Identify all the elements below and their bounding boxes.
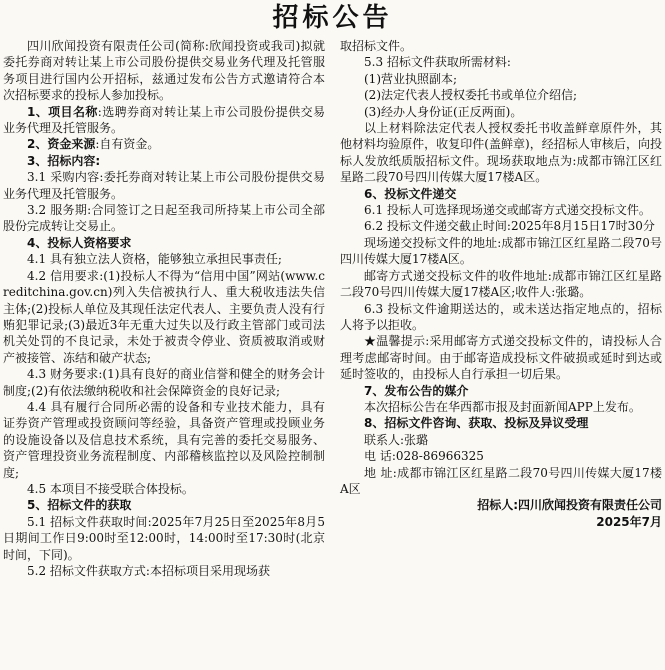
section-4-2: 4.2 信用要求:(1)投标人不得为“信用中国”网站(www.creditchina.gov.cn)列入失信被执行人、重大税收违法失信主体;(2)投标人单位及其现任法定代表人、主要负责人没有行贿犯罪记录;(3)最近3年无重大过失以及行政主管部门或司法机关处罚的不良记录，未处于被责令停业、资质被取消或财产被接管、冻结和破产状态; [3,268,325,365]
section-5-3-item-3: (3)经办人身份证(正反两面)。 [364,104,523,119]
text-columns [0,38,665,579]
section-5-3-item-2: (2)法定代表人授权委托书或单位介绍信; [364,88,578,103]
section-5-heading: 5、招标文件的获取 [27,498,132,513]
contact-phone: 电 话:028-86966325 [364,449,484,464]
section-3-2: 3.2 服务期:合同签订之日起至我司所持某上市公司全部股份完成转让交易止。 [3,203,325,234]
signer: 招标人:四川欣闻投资有限责任公司 [477,498,662,513]
section-1 [3,104,325,137]
section-5-2-continued: 取招标文件。 [340,39,413,53]
section-6-2: 6.2 投标文件递交截止时间:2025年8月15日17时30分 [364,219,655,234]
section-4-5: 4.5 本项目不接受联合体投标。 [27,481,194,496]
contact-address: 地 址:成都市锦江区红星路二段70号四川传媒大厦17楼A区 [340,465,662,496]
section-5-3: 5.3 招标文件获取所需材料: [364,55,511,70]
warm-tip: ★温馨提示:采用邮寄方式递交投标文件的，请投标人合理考虑邮寄时间。由于邮寄造成投标文件破损或延时到达或延时签收的，由投标人自行承担一切后果。 [340,334,662,382]
section-5-2: 5.2 招标文件获取方式:本招标项目采用现场获 [27,564,270,578]
section-6-2-onsite-address: 现场递交投标文件的地址:成都市锦江区红星路二段70号四川传媒大厦17楼A区。 [340,235,662,267]
section-3-1: 3.1 采购内容:委托券商对转让某上市公司股份提供交易业务代理及托管服务。 [3,170,325,201]
section-2 [3,136,325,152]
section-2-body: :自有资金。 [95,137,160,152]
section-2-heading: 2、资金来源 [27,137,96,152]
section-5-note: 以上材料除法定代表人授权委托书收盖鲜章原件外，其他材料均验原件，收复印件(盖鲜章)，经招标人审核后，向投标人发放纸质版招标文件。现场获取地点为:成都市锦江区红星路二段70号四川传媒大厦17楼A区。 [340,121,662,185]
left-column [3,38,325,579]
section-8-heading: 8、招标文件咨询、获取、投标及异议受理 [364,416,589,431]
section-7-body: 本次招标公告在华西都市报及封面新闻APP上发布。 [364,399,641,414]
right-column [340,38,662,579]
page-title: 招标公告 [272,3,393,33]
section-3-heading: 3、招标内容: [27,153,101,168]
section-6-1: 6.1 投标人可选择现场递交或邮寄方式递交投标文件。 [364,203,651,218]
section-6-heading: 6、投标文件递交 [364,186,457,201]
section-4-heading: 4、投标人资格要求 [27,235,132,250]
section-6-3: 6.3 投标文件逾期送达的，或未送达指定地点的，招标人将予以拒收。 [340,301,662,332]
contact-person: 联系人:张璐 [364,432,429,447]
section-4-3: 4.3 财务要求:(1)具有良好的商业信誉和健全的财务会计制度;(2)有依法缴纳税收和社会保障资金的良好记录; [3,367,325,398]
section-1-body: :选聘券商对转让某上市公司股份提供交易业务代理及托管服务。 [3,104,325,136]
sign-date: 2025年7月 [596,514,662,529]
section-5-3-item-1: (1)营业执照副本; [364,71,458,86]
section-7-heading: 7、发布公告的媒介 [364,383,469,398]
section-4-4: 4.4 具有履行合同所必需的设备和专业技术能力，具有证券资产管理或投资顾问等经验，具备资产管理或投顾业务的设施设备以及信息技术系统，具有完善的委托交易服务、资产管理投资业务流程制度、内部稽核监控以及风险控制制度; [3,399,325,480]
section-4-1: 4.1 具有独立法人资格，能够独立承担民事责任; [27,252,282,267]
section-1-heading: 1、项目名称 [27,104,98,119]
intro-paragraph: 四川欣闻投资有限责任公司(简称:欣闻投资或我司)拟就委托券商对转让某上市公司股份提供交易业务代理及托管服务项目进行国内公开招标，兹通过发布公告方式邀请符合本次招标要求的投标人参加投标。 [3,39,325,103]
section-5-1: 5.1 招标文件获取时间:2025年7月25日至2025年8月5日期间工作日9:00时至12:00时，14:00时至17:30时(北京时间，下同)。 [3,514,325,562]
section-6-2-mail-address: 邮寄方式递交投标文件的收件地址:成都市锦江区红星路二段70号四川传媒大厦17楼A区;收件人:张璐。 [340,268,662,300]
